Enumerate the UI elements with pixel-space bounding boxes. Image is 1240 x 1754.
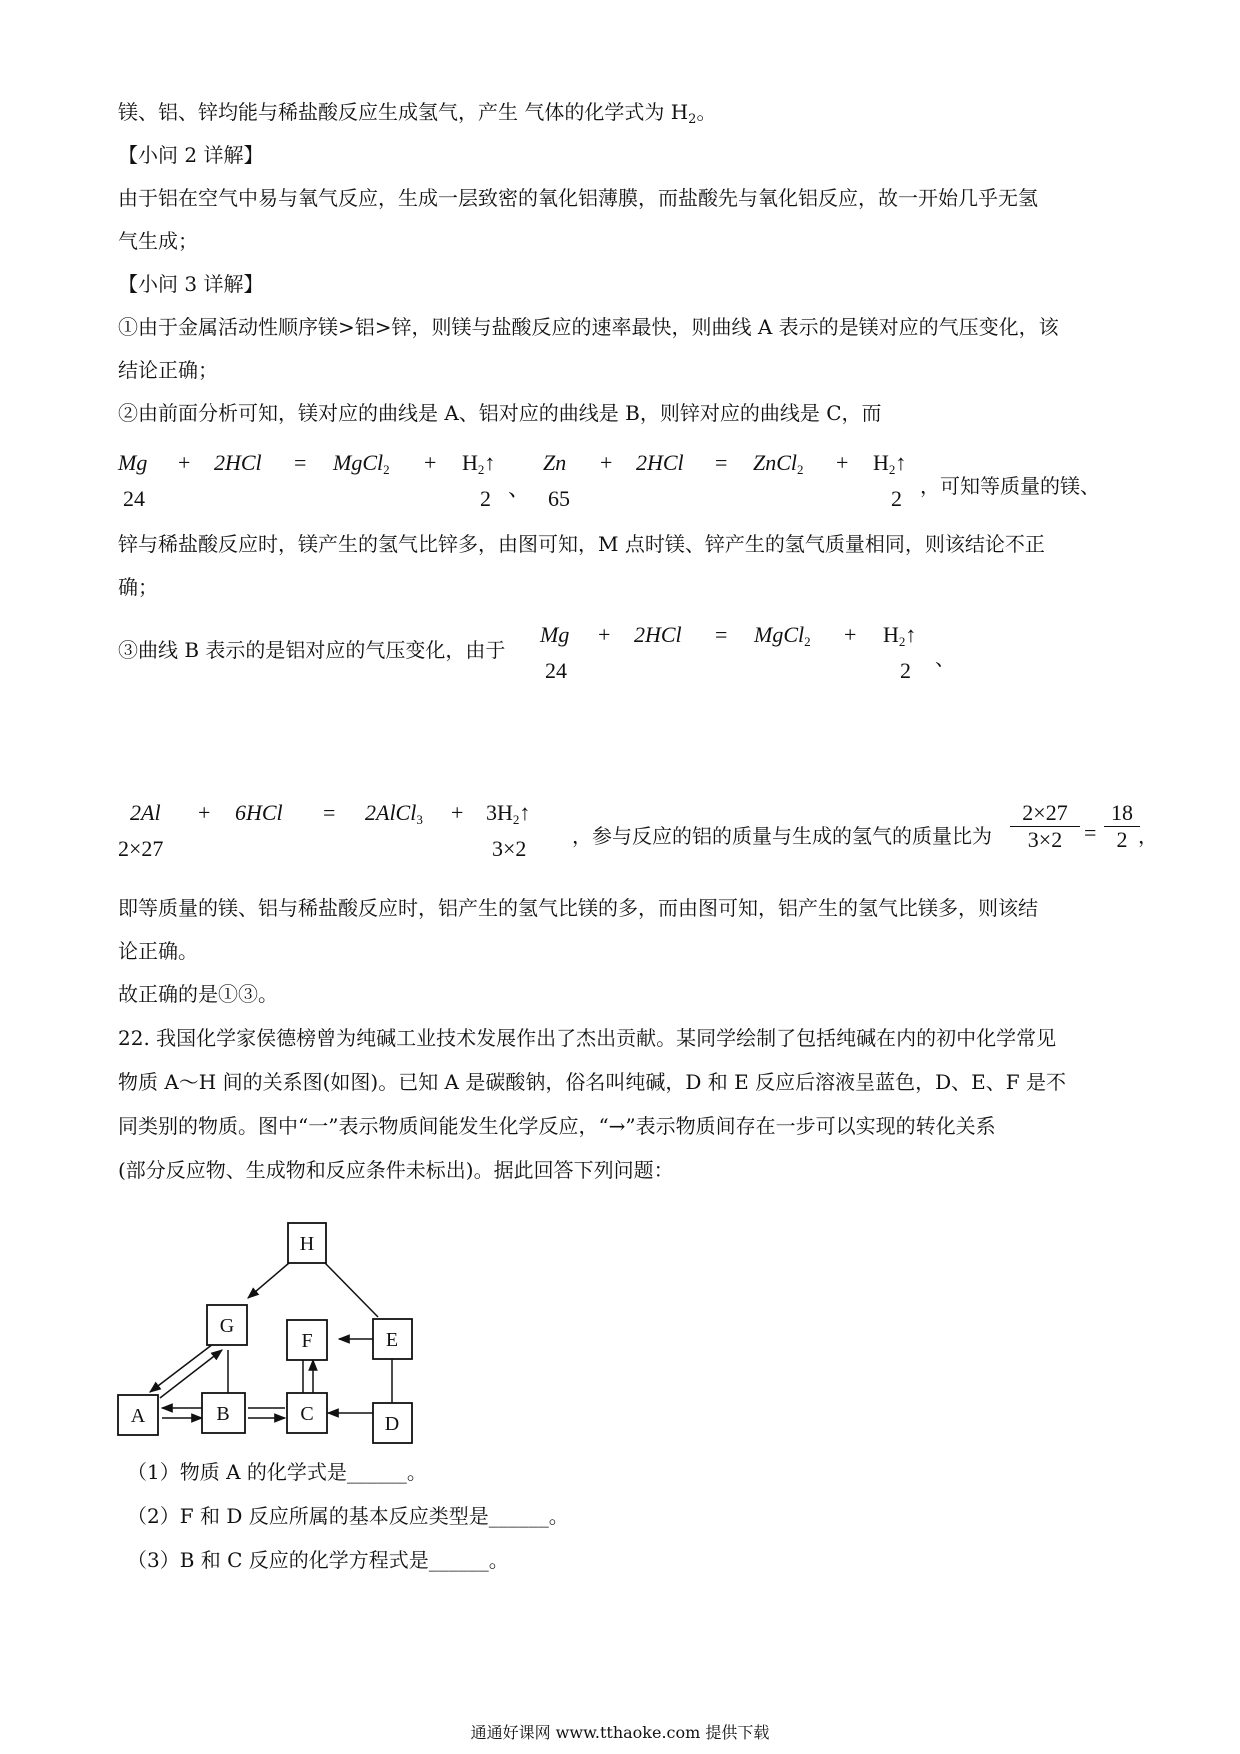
fraction-1: $\frac{2\times 27}{3\times 2}$	[1010, 800, 1080, 853]
text-line: 确；	[118, 575, 158, 599]
heading-q3: 【小问 3 详解】	[118, 272, 264, 296]
subquestion-3: （3）B 和 C 反应的化学方程式是______。	[127, 1548, 509, 1572]
heading-q2: 【小问 2 详解】	[118, 143, 264, 167]
equation-al: 2Al + 6HCl = 2AlCl$_3$ + $3H_2↑$ 2×27 3×2	[118, 800, 531, 861]
equals-sign: =	[1084, 820, 1097, 845]
text-line: 故正确的是①③。	[118, 982, 278, 1006]
node-h: H	[299, 1233, 315, 1255]
text-line: ②由前面分析可知，镁对应的曲线是 A、铝对应的曲线是 B，则锌对应的曲线是 C，而	[118, 401, 882, 425]
equation-mg-zn: Mg + 2HCl = MgCl$_2$ + $H_2↑$ 24 2 、 Zn + 2HCl = ZnCl$_2$ + $H_2↑$ 65 2	[118, 450, 907, 511]
text-line: 、	[935, 646, 955, 670]
text-line: ①由于金属活动性顺序镁>铝>锌，则镁与盐酸反应的速率最快，则曲线 A 表示的是镁对应的气压变化，该	[118, 315, 1059, 339]
subquestion-2: （2）F 和 D 反应所属的基本反应类型是______。	[127, 1504, 569, 1528]
equation-mg: Mg + 2HCl = MgCl$_2$ + $H_2↑$ 24 2	[540, 622, 917, 683]
text-line: ③曲线 B 表示的是铝对应的气压变化，由于	[118, 638, 506, 662]
question-22-text: 物质 A～H 间的关系图(如图)。已知 A 是碳酸钠，俗名叫纯碱，D 和 E 反应后溶液呈蓝色，D、E、F 是不	[118, 1070, 1066, 1094]
text-line: 论正确。	[118, 939, 198, 963]
page-footer: 通通好课网 www.tthaoke.com 提供下载	[470, 1723, 770, 1742]
node-f: F	[301, 1330, 313, 1352]
fraction-2: $\frac{18}{2}$	[1104, 800, 1140, 853]
question-22-text: 同类别的物质。图中“一”表示物质间能发生化学反应，“→”表示物质间存在一步可以实现的转化关系	[118, 1114, 996, 1138]
node-g: G	[219, 1315, 235, 1337]
question-22-text: 22. 我国化学家侯德榜曾为纯碱工业技术发展作出了杰出贡献。某同学绘制了包括纯碱在内的初中化学常见	[118, 1026, 1057, 1050]
text-line-1: 镁、铝、锌均能与稀盐酸反应生成氢气，产生 气体的化学式为 $H_2$。	[118, 100, 717, 127]
node-b: B	[216, 1403, 230, 1425]
text-line: ，	[1138, 824, 1158, 848]
node-e: E	[385, 1329, 399, 1351]
text-line: 即等质量的镁、铝与稀盐酸反应时，铝产生的氢气比镁的多，而由图可知，铝产生的氢气比镁多，则该结	[118, 896, 1038, 920]
text-line: 结论正确；	[118, 358, 218, 382]
text-line: 由于铝在空气中易与氧气反应，生成一层致密的氧化铝薄膜，而盐酸先与氧化铝反应，故一开始几乎无氢	[118, 186, 1038, 210]
text-line: ，可知等质量的镁、	[920, 474, 1100, 498]
node-a: A	[130, 1405, 146, 1427]
subquestion-1: （1）物质 A 的化学式是______。	[127, 1460, 427, 1484]
text-line: ，参与反应的铝的质量与生成的氢气的质量比为	[572, 824, 992, 848]
text-line: 气生成；	[118, 229, 198, 253]
node-d: D	[384, 1413, 400, 1435]
text-line: 锌与稀盐酸反应时，镁产生的氢气比锌多，由图可知，M 点时镁、锌产生的氢气质量相同，则该结论不正	[118, 532, 1045, 556]
question-22-text: (部分反应物、生成物和反应条件未标出)。据此回答下列问题：	[118, 1158, 674, 1182]
node-c: C	[300, 1403, 314, 1425]
